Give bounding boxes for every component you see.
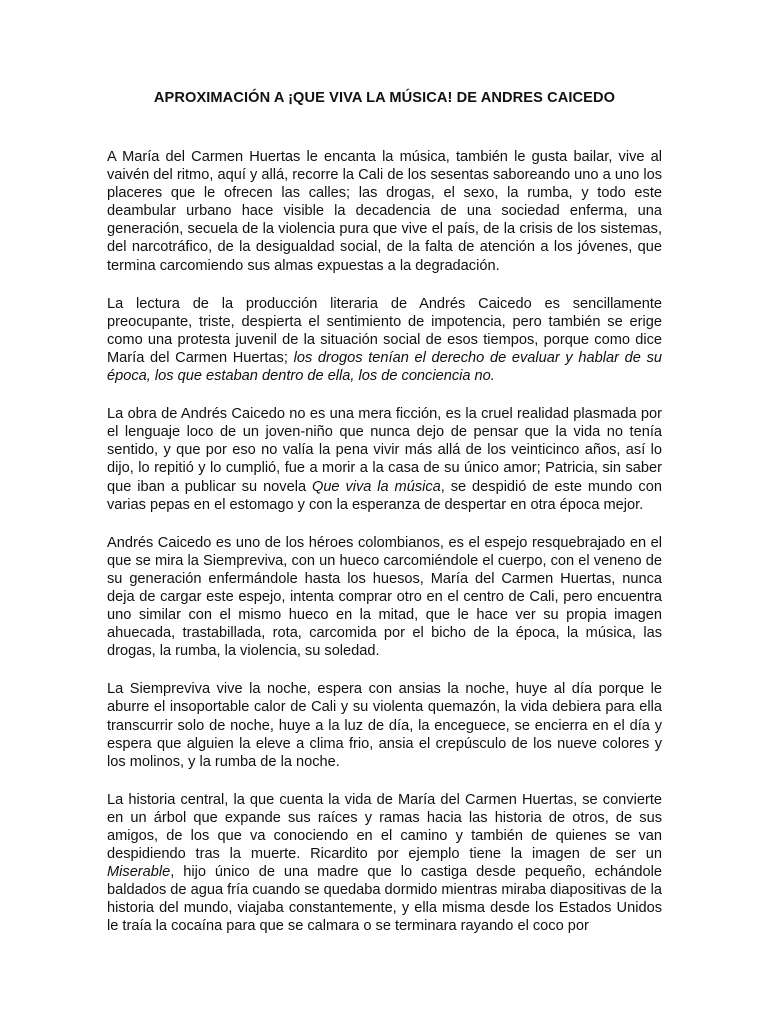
paragraph xyxy=(107,680,662,770)
paragraph xyxy=(107,295,662,385)
italic-text-segment: Que viva la música xyxy=(311,478,441,495)
text-segment: , se despidió de este mundo con varias pepas en el estomago y con la esperanza de despertar en otra época mejor. xyxy=(107,478,662,513)
document-body xyxy=(107,148,662,936)
text-segment: La Siempreviva vive la noche, espera con ansias la noche, huye al día porque le aburre el insoportable calor de Cali y su violenta quemazón, la vida debiera para ella transcurrir solo de noche, huye a la luz de día, la enceguece, se encierra en el día y espera que alguien la eleve a clima frio, ansia el crepúsculo de los nueve colores y los molinos, y la rumba de la noche. xyxy=(107,681,662,770)
paragraph xyxy=(107,791,662,936)
paragraph xyxy=(107,405,662,514)
italic-text-segment: Miserable xyxy=(107,864,171,881)
paragraph xyxy=(107,148,662,275)
paragraph xyxy=(107,534,662,661)
text-segment: Andrés Caicedo es uno de los héroes colombianos, es el espejo resquebrajado en el que se mira la Siempreviva, con un hueco carcomiéndole el cuerpo, con el veneno de su generación enfermándole hasta los huesos, María del Carmen Huertas, nunca deja de cargar este espejo, intenta comprar otro en el centro de Cali, pero encuentra uno similar con el mismo hueco en la mitad, que le hace ver su propia imagen ahuecada, trastabillada, rota, carcomida por el bicho de la época, la música, las drogas, la rumba, la violencia, su soledad. xyxy=(107,534,662,660)
italic-text-segment: los drogos tenían el derecho de evaluar y hablar de su época, los que estaban dentro de ella, los de conciencia no. xyxy=(107,349,663,385)
text-segment: La historia central, la que cuenta la vida de María del Carmen Huertas, se convierte en un árbol que expande sus raíces y ramas hacia las historia de otros, de sus amigos, de los que va conociendo en el camino y también de quienes se van despidiendo tras la muerte. Ricardito por ejemplo tiene la imagen de ser un xyxy=(107,791,662,863)
text-segment: La lectura de la producción literaria de Andrés Caicedo es sencillamente preocupante, triste, despierta el sentimiento de impotencia, pero también se erige como una protesta juvenil de la situación social de esos tiempos, porque como dice María del Carmen Huertas; xyxy=(107,295,662,366)
text-segment: La obra de Andrés Caicedo no es una mera ficción, es la cruel realidad plasmada por el lenguaje loco de un joven-niño que nunca dejo de pensar que la vida no tenía sentido, y que por eso no valía la pena vivir más allá de los veinticinco años, así lo dijo, lo repitió y lo cumplió, fue a morir a la casa de su único amor; Patricia, sin saber que iban a publicar su novela xyxy=(107,406,662,495)
text-segment: , hijo único de una madre que lo castiga desde pequeño, echándole baldados de agua fría cuando se quedaba dormido mientras miraba diapositivas de la historia del mundo, viajaba constantemente, y ella misma desde los Estados Unidos le traía la cocaína para que se calmara o se terminara rayando el coco por xyxy=(107,864,662,935)
document-title: APROXIMACIÓN A ¡QUE VIVA LA MÚSICA! DE ANDRES CAICEDO xyxy=(153,90,616,106)
text-segment: A María del Carmen Huertas le encanta la música, también le gusta bailar, vive al vaivén del ritmo, aquí y allá, recorre la Cali de los sesentas saboreando uno a uno los placeres que le ofrecen las calles; las drogas, el sexo, la rumba, y todo este deambular urbano hace visible la decadencia de una sociedad enferma, una generación, secuela de la violencia pura que vive el país, de la crisis de los sistemas, del narcotráfico, de la desigualdad social, de la falta de atención a los jóvenes, que termina carcomiendo sus almas expuestas a la degradación. xyxy=(107,149,662,274)
